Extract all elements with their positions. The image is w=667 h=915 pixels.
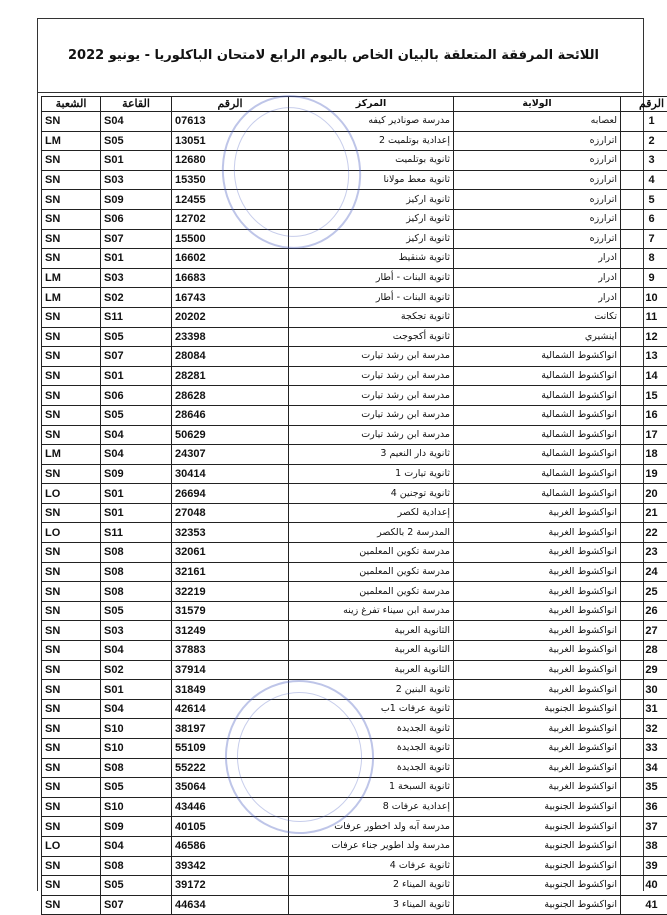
cell-wilaya: انواكشوط الشمالية <box>454 347 621 367</box>
cell-wilaya: انواكشوط الغربية <box>454 739 621 759</box>
cell-code: 28281 <box>172 366 289 386</box>
cell-branch: SN <box>42 151 101 171</box>
table-row <box>42 719 667 739</box>
cell-num: 37 <box>621 817 667 837</box>
cell-num: 9 <box>621 268 667 288</box>
cell-code: 55222 <box>172 758 289 778</box>
cell-branch: SN <box>42 739 101 759</box>
cell-center: ثانوية اركيز <box>289 229 454 249</box>
cell-code: 16683 <box>172 268 289 288</box>
cell-code: 40105 <box>172 817 289 837</box>
cell-num: 15 <box>621 386 667 406</box>
table-row <box>42 876 667 896</box>
table-body <box>42 112 667 915</box>
cell-num: 31 <box>621 699 667 719</box>
cell-branch: SN <box>42 699 101 719</box>
cell-code: 15500 <box>172 229 289 249</box>
cell-wilaya: اترارزه <box>454 209 621 229</box>
table-row <box>42 229 667 249</box>
table-header-row <box>42 97 667 112</box>
cell-num: 1 <box>621 112 667 132</box>
cell-code: 12702 <box>172 209 289 229</box>
table-row <box>42 797 667 817</box>
cell-num: 17 <box>621 425 667 445</box>
cell-center: مدرسة ابن رشد تيارت <box>289 386 454 406</box>
cell-center: مدرسة ابن رشد تيارت <box>289 347 454 367</box>
cell-branch: SN <box>42 209 101 229</box>
cell-num: 21 <box>621 503 667 523</box>
cell-code: 28646 <box>172 405 289 425</box>
table-row <box>42 484 667 504</box>
cell-wilaya: انواكشوط الجنوبية <box>454 876 621 896</box>
cell-num: 11 <box>621 307 667 327</box>
cell-center: ثانوية توجنين 4 <box>289 484 454 504</box>
cell-wilaya: اترارزه <box>454 229 621 249</box>
cell-room: S09 <box>101 190 172 210</box>
cell-code: 55109 <box>172 739 289 759</box>
cell-code: 16602 <box>172 249 289 269</box>
cell-num: 38 <box>621 836 667 856</box>
cell-branch: SN <box>42 229 101 249</box>
table-row <box>42 288 667 308</box>
table-row <box>42 680 667 700</box>
cell-room: S01 <box>101 503 172 523</box>
cell-num: 23 <box>621 543 667 563</box>
cell-center: ثانوية معط مولانا <box>289 170 454 190</box>
cell-wilaya: انواكشوط الشمالية <box>454 445 621 465</box>
cell-room: S08 <box>101 856 172 876</box>
table-row <box>42 778 667 798</box>
cell-center: ثانوية الجديدة <box>289 758 454 778</box>
table-row <box>42 660 667 680</box>
cell-code: 07613 <box>172 112 289 132</box>
table-row <box>42 347 667 367</box>
cell-branch: SN <box>42 366 101 386</box>
header-code: الرقم <box>172 97 289 112</box>
cell-code: 32353 <box>172 523 289 543</box>
cell-branch: SN <box>42 719 101 739</box>
cell-center: ثانوية الجديدة <box>289 719 454 739</box>
table-row <box>42 523 667 543</box>
cell-center: ثانوية الميناء 2 <box>289 876 454 896</box>
cell-wilaya: انواكشوط الجنوبية <box>454 797 621 817</box>
table-row <box>42 582 667 602</box>
cell-branch: LO <box>42 484 101 504</box>
cell-branch: LM <box>42 268 101 288</box>
cell-branch: SN <box>42 327 101 347</box>
cell-num: 29 <box>621 660 667 680</box>
cell-num: 27 <box>621 621 667 641</box>
table-row <box>42 405 667 425</box>
table-row <box>42 170 667 190</box>
cell-room: S04 <box>101 836 172 856</box>
cell-center: مدرسة تكوين المعلمين <box>289 543 454 563</box>
cell-wilaya: انواكشوط الشمالية <box>454 425 621 445</box>
cell-code: 15350 <box>172 170 289 190</box>
cell-wilaya: اترارزه <box>454 151 621 171</box>
table-row <box>42 327 667 347</box>
cell-code: 31849 <box>172 680 289 700</box>
table-row <box>42 307 667 327</box>
cell-center: ثانوية أكجوجت <box>289 327 454 347</box>
cell-center: ثانوية دار النعيم 3 <box>289 445 454 465</box>
cell-center: ثانوية شنقيط <box>289 249 454 269</box>
cell-center: ثانوية الجديدة <box>289 739 454 759</box>
cell-wilaya: انواكشوط الغربية <box>454 562 621 582</box>
cell-room: S03 <box>101 621 172 641</box>
cell-wilaya: ادرار <box>454 288 621 308</box>
cell-room: S10 <box>101 797 172 817</box>
table-row <box>42 445 667 465</box>
cell-code: 43446 <box>172 797 289 817</box>
cell-center: ثانوية البنين 2 <box>289 680 454 700</box>
cell-num: 19 <box>621 464 667 484</box>
results-table <box>41 96 667 915</box>
cell-room: S09 <box>101 464 172 484</box>
cell-code: 38197 <box>172 719 289 739</box>
cell-wilaya: انواكشوط الشمالية <box>454 464 621 484</box>
cell-wilaya: انواكشوط الغربية <box>454 641 621 661</box>
cell-wilaya: انواكشوط الغربية <box>454 621 621 641</box>
cell-branch: SN <box>42 758 101 778</box>
cell-room: S04 <box>101 641 172 661</box>
cell-code: 31579 <box>172 601 289 621</box>
cell-center: ثانوية الميناء 3 <box>289 895 454 915</box>
cell-branch: SN <box>42 778 101 798</box>
cell-branch: LM <box>42 288 101 308</box>
cell-room: S05 <box>101 405 172 425</box>
cell-branch: SN <box>42 817 101 837</box>
cell-code: 32219 <box>172 582 289 602</box>
cell-code: 24307 <box>172 445 289 465</box>
cell-code: 13051 <box>172 131 289 151</box>
cell-num: 2 <box>621 131 667 151</box>
table-row <box>42 817 667 837</box>
cell-room: S04 <box>101 445 172 465</box>
cell-room: S10 <box>101 739 172 759</box>
cell-code: 37914 <box>172 660 289 680</box>
cell-wilaya: انواكشوط الشمالية <box>454 366 621 386</box>
cell-num: 32 <box>621 719 667 739</box>
cell-num: 8 <box>621 249 667 269</box>
cell-branch: LO <box>42 836 101 856</box>
cell-center: ثانوية السبخة 1 <box>289 778 454 798</box>
cell-center: مدرسة آبه ولد اخطور عرفات <box>289 817 454 837</box>
cell-wilaya: تكانت <box>454 307 621 327</box>
cell-branch: SN <box>42 190 101 210</box>
cell-branch: SN <box>42 582 101 602</box>
cell-room: S01 <box>101 366 172 386</box>
cell-room: S01 <box>101 484 172 504</box>
cell-num: 33 <box>621 739 667 759</box>
cell-center: إعدادية عرفات 8 <box>289 797 454 817</box>
cell-code: 39172 <box>172 876 289 896</box>
cell-code: 46586 <box>172 836 289 856</box>
cell-center: ثانوية اركيز <box>289 209 454 229</box>
cell-room: S05 <box>101 327 172 347</box>
cell-center: مدرسة تكوين المعلمين <box>289 582 454 602</box>
cell-room: S05 <box>101 876 172 896</box>
cell-branch: SN <box>42 895 101 915</box>
cell-branch: SN <box>42 601 101 621</box>
header-center: المركز <box>289 97 454 112</box>
cell-code: 26694 <box>172 484 289 504</box>
cell-room: S01 <box>101 151 172 171</box>
cell-center: ثانوية عرفات 1ب <box>289 699 454 719</box>
table-row <box>42 209 667 229</box>
cell-num: 24 <box>621 562 667 582</box>
cell-wilaya: اينشيري <box>454 327 621 347</box>
cell-code: 16743 <box>172 288 289 308</box>
cell-num: 35 <box>621 778 667 798</box>
cell-branch: SN <box>42 503 101 523</box>
cell-code: 30414 <box>172 464 289 484</box>
cell-room: S08 <box>101 758 172 778</box>
table-row <box>42 112 667 132</box>
table-row <box>42 151 667 171</box>
cell-code: 23398 <box>172 327 289 347</box>
header-room: القاعة <box>101 97 172 112</box>
cell-code: 32061 <box>172 543 289 563</box>
table-row <box>42 895 667 915</box>
document-title: اللائحة المرفقة المتعلقة بالبيان الخاص باليوم الرابع لامتحان الباكلوريا - يونيو 2022 <box>0 48 667 63</box>
cell-wilaya: انواكشوط الغربية <box>454 778 621 798</box>
cell-wilaya: انواكشوط الغربية <box>454 582 621 602</box>
cell-branch: SN <box>42 112 101 132</box>
table-row <box>42 249 667 269</box>
cell-num: 41 <box>621 895 667 915</box>
cell-branch: SN <box>42 405 101 425</box>
table-row <box>42 503 667 523</box>
header-wilaya: الولاية <box>454 97 621 112</box>
cell-num: 28 <box>621 641 667 661</box>
table-row <box>42 758 667 778</box>
cell-branch: SN <box>42 249 101 269</box>
cell-wilaya: انواكشوط الشمالية <box>454 386 621 406</box>
cell-code: 39342 <box>172 856 289 876</box>
cell-num: 7 <box>621 229 667 249</box>
cell-room: S02 <box>101 660 172 680</box>
cell-branch: SN <box>42 660 101 680</box>
cell-room: S03 <box>101 268 172 288</box>
cell-room: S11 <box>101 523 172 543</box>
cell-branch: SN <box>42 464 101 484</box>
cell-code: 37883 <box>172 641 289 661</box>
cell-code: 42614 <box>172 699 289 719</box>
table-row <box>42 621 667 641</box>
table-row <box>42 836 667 856</box>
cell-center: مدرسة ابن رشد تيارت <box>289 366 454 386</box>
cell-code: 35064 <box>172 778 289 798</box>
cell-room: S08 <box>101 543 172 563</box>
cell-branch: LM <box>42 445 101 465</box>
cell-branch: SN <box>42 386 101 406</box>
cell-center: مدرسة صونادير كيفه <box>289 112 454 132</box>
cell-code: 28084 <box>172 347 289 367</box>
cell-center: الثانوية العربية <box>289 660 454 680</box>
cell-code: 32161 <box>172 562 289 582</box>
cell-code: 31249 <box>172 621 289 641</box>
cell-num: 5 <box>621 190 667 210</box>
cell-center: إعدادية لكصر <box>289 503 454 523</box>
table-row <box>42 386 667 406</box>
cell-room: S03 <box>101 170 172 190</box>
cell-wilaya: اترارزه <box>454 131 621 151</box>
cell-wilaya: انواكشوط الجنوبية <box>454 895 621 915</box>
cell-num: 40 <box>621 876 667 896</box>
table-row <box>42 543 667 563</box>
cell-branch: SN <box>42 856 101 876</box>
cell-num: 26 <box>621 601 667 621</box>
cell-wilaya: لعصابه <box>454 112 621 132</box>
cell-wilaya: اترارزه <box>454 190 621 210</box>
cell-branch: SN <box>42 641 101 661</box>
cell-num: 36 <box>621 797 667 817</box>
table-row <box>42 562 667 582</box>
cell-wilaya: ادرار <box>454 249 621 269</box>
cell-center: ثانوية اركيز <box>289 190 454 210</box>
cell-code: 12455 <box>172 190 289 210</box>
cell-num: 25 <box>621 582 667 602</box>
cell-room: S07 <box>101 347 172 367</box>
cell-room: S05 <box>101 131 172 151</box>
cell-code: 44634 <box>172 895 289 915</box>
cell-center: الثانوية العربية <box>289 641 454 661</box>
cell-branch: SN <box>42 347 101 367</box>
cell-wilaya: انواكشوط الجنوبية <box>454 836 621 856</box>
table-row <box>42 601 667 621</box>
cell-code: 27048 <box>172 503 289 523</box>
table-row <box>42 131 667 151</box>
cell-room: S01 <box>101 249 172 269</box>
cell-center: المدرسة 2 بالكصر <box>289 523 454 543</box>
cell-branch: SN <box>42 876 101 896</box>
cell-wilaya: اترارزه <box>454 170 621 190</box>
cell-num: 20 <box>621 484 667 504</box>
cell-room: S08 <box>101 562 172 582</box>
cell-code: 28628 <box>172 386 289 406</box>
cell-branch: SN <box>42 425 101 445</box>
cell-num: 30 <box>621 680 667 700</box>
cell-wilaya: ادرار <box>454 268 621 288</box>
table-row <box>42 641 667 661</box>
cell-room: S02 <box>101 288 172 308</box>
cell-center: مدرسة ابن سيناء تفرغ زينه <box>289 601 454 621</box>
cell-branch: SN <box>42 170 101 190</box>
cell-wilaya: انواكشوط الغربية <box>454 503 621 523</box>
cell-branch: LO <box>42 523 101 543</box>
cell-num: 6 <box>621 209 667 229</box>
cell-wilaya: انواكشوط الغربية <box>454 680 621 700</box>
cell-wilaya: انواكشوط الغربية <box>454 543 621 563</box>
cell-num: 39 <box>621 856 667 876</box>
cell-center: ثانوية بوتلميت <box>289 151 454 171</box>
cell-room: S07 <box>101 895 172 915</box>
cell-room: S06 <box>101 209 172 229</box>
cell-branch: SN <box>42 307 101 327</box>
cell-center: مدرسة ابن رشد تيارت <box>289 405 454 425</box>
cell-room: S04 <box>101 112 172 132</box>
cell-room: S10 <box>101 719 172 739</box>
table-row <box>42 190 667 210</box>
cell-room: S09 <box>101 817 172 837</box>
cell-num: 4 <box>621 170 667 190</box>
cell-num: 13 <box>621 347 667 367</box>
cell-room: S01 <box>101 680 172 700</box>
cell-branch: LM <box>42 131 101 151</box>
cell-center: ثانوية تيارت 1 <box>289 464 454 484</box>
table-row <box>42 268 667 288</box>
table-row <box>42 425 667 445</box>
cell-center: إعدادية بوتلميت 2 <box>289 131 454 151</box>
table-row <box>42 739 667 759</box>
table-row <box>42 366 667 386</box>
cell-num: 16 <box>621 405 667 425</box>
cell-room: S05 <box>101 601 172 621</box>
cell-wilaya: انواكشوط الجنوبية <box>454 817 621 837</box>
cell-room: S05 <box>101 778 172 798</box>
cell-wilaya: انواكشوط الغربية <box>454 601 621 621</box>
cell-branch: SN <box>42 543 101 563</box>
cell-center: الثانوية العربية <box>289 621 454 641</box>
table-row <box>42 856 667 876</box>
cell-wilaya: انواكشوط الجنوبية <box>454 856 621 876</box>
cell-num: 3 <box>621 151 667 171</box>
table-row <box>42 699 667 719</box>
cell-wilaya: انواكشوط الشمالية <box>454 405 621 425</box>
cell-room: S04 <box>101 425 172 445</box>
header-branch: الشعبة <box>42 97 101 112</box>
cell-center: ثانوية البنات - أطار <box>289 268 454 288</box>
cell-branch: SN <box>42 680 101 700</box>
header-num: الرقم <box>621 97 667 112</box>
cell-branch: SN <box>42 562 101 582</box>
cell-num: 10 <box>621 288 667 308</box>
cell-room: S08 <box>101 582 172 602</box>
cell-wilaya: انواكشوط الغربية <box>454 523 621 543</box>
cell-code: 20202 <box>172 307 289 327</box>
cell-center: ثانوية البنات - أطار <box>289 288 454 308</box>
cell-wilaya: انواكشوط الغربية <box>454 660 621 680</box>
cell-room: S04 <box>101 699 172 719</box>
cell-num: 22 <box>621 523 667 543</box>
cell-num: 14 <box>621 366 667 386</box>
cell-room: S07 <box>101 229 172 249</box>
cell-center: مدرسة ولد اطوير جناء عرفات <box>289 836 454 856</box>
cell-code: 12680 <box>172 151 289 171</box>
cell-wilaya: انواكشوط الشمالية <box>454 484 621 504</box>
cell-code: 50629 <box>172 425 289 445</box>
cell-branch: SN <box>42 621 101 641</box>
cell-branch: SN <box>42 797 101 817</box>
cell-num: 12 <box>621 327 667 347</box>
cell-center: ثانوية تجكجة <box>289 307 454 327</box>
cell-wilaya: انواكشوط الغربية <box>454 758 621 778</box>
cell-room: S06 <box>101 386 172 406</box>
table-row <box>42 464 667 484</box>
cell-center: مدرسة ابن رشد تيارت <box>289 425 454 445</box>
cell-num: 18 <box>621 445 667 465</box>
cell-wilaya: انواكشوط الجنوبية <box>454 699 621 719</box>
cell-wilaya: انواكشوط الغربية <box>454 719 621 739</box>
cell-center: ثانوية عرفات 4 <box>289 856 454 876</box>
cell-center: مدرسة تكوين المعلمين <box>289 562 454 582</box>
cell-num: 34 <box>621 758 667 778</box>
cell-room: S11 <box>101 307 172 327</box>
